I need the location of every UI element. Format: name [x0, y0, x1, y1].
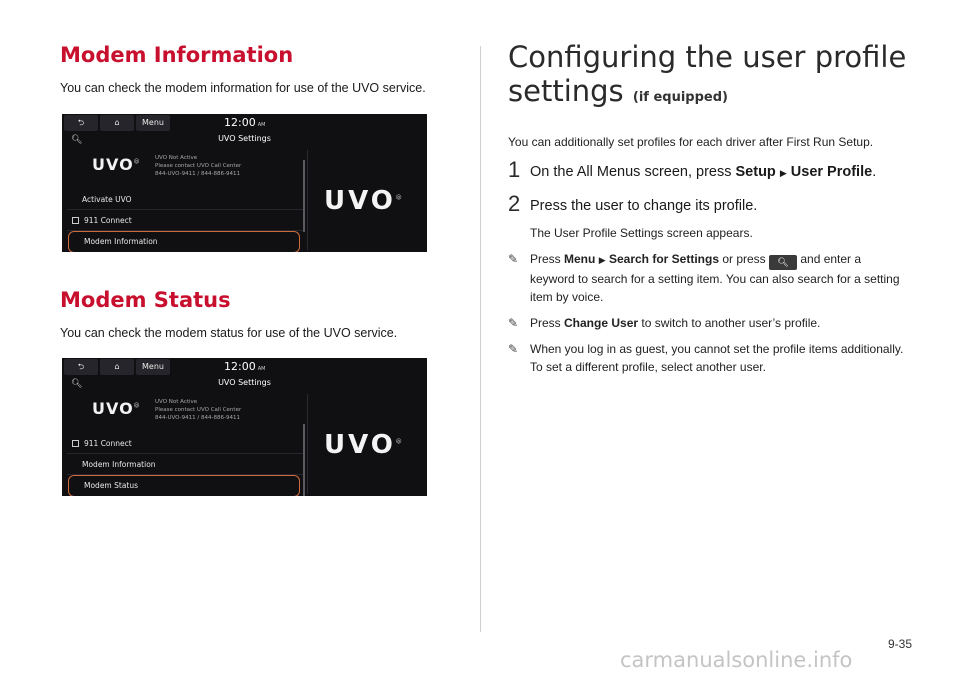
note-search: ✎ Press Menu ▶ Search for Settings or press 🔍︎ and enter a keyword to search for a setting item. You can also search for a setting item by voice.	[508, 252, 900, 304]
uvo-logo-large: UVO⦾	[324, 186, 405, 216]
step-2: 2 Press the user to change its profile.	[508, 191, 758, 216]
pencil-note-icon: ✎	[508, 252, 519, 266]
pane-divider	[307, 394, 308, 494]
list-item-modem-information[interactable]: Modem Information	[67, 455, 304, 475]
uvo-logo-large: UVO⦾	[324, 430, 405, 460]
list-item-modem-information[interactable]: Modem Information	[68, 231, 300, 252]
scrollbar[interactable]	[303, 424, 305, 496]
checkbox[interactable]	[72, 440, 79, 447]
pencil-note-icon: ✎	[508, 316, 519, 330]
step-2-result: The User Profile Settings screen appears.	[530, 226, 753, 240]
uvo-status-text: UVO Not Active Please contact UVO Call Center 844-UVO-9411 / 844-886-9411	[155, 399, 242, 421]
arrow-right-icon: ▶	[598, 255, 606, 265]
menu-button[interactable]: Menu	[136, 115, 170, 131]
step-1: 1 On the All Menus screen, press Setup ▶ User Profile.	[508, 157, 877, 182]
section-desc-modem-status: You can check the modem status for use of the UVO service.	[60, 326, 398, 340]
screen-title: UVO Settings	[218, 134, 271, 143]
note-change-user: ✎ Press Change User to switch to another user’s profile.	[508, 316, 821, 330]
note-guest: ✎ When you log in as guest, you cannot set the profile items additionally. To set a different profile, select another user.	[508, 342, 904, 374]
screen-topbar	[62, 358, 427, 376]
list-item-activate-uvo[interactable]: Activate UVO	[67, 190, 304, 210]
checkbox[interactable]	[72, 217, 79, 224]
uvo-logo-small: UVO⦾	[92, 155, 141, 174]
screen-title: UVO Settings	[218, 378, 271, 387]
list-item-modem-status[interactable]: Modem Status	[68, 475, 300, 496]
screenshot-modem-status	[62, 358, 427, 496]
back-button[interactable]: ⮌	[64, 359, 98, 375]
if-equipped-label: (if equipped)	[632, 90, 728, 105]
home-button[interactable]: ⌂	[100, 359, 134, 375]
pane-divider	[307, 150, 308, 250]
screen-topbar	[62, 114, 427, 132]
page-title: Configuring the user profile settings (if equipped)	[508, 40, 907, 108]
arrow-right-icon: ▶	[779, 168, 787, 178]
page-number: 9-35	[888, 637, 913, 651]
uvo-logo-small: UVO⦾	[92, 399, 141, 418]
scrollbar[interactable]	[303, 160, 305, 232]
right-column	[508, 40, 908, 376]
list-item-911-connect[interactable]: 911 Connect	[67, 434, 304, 454]
left-column	[60, 40, 460, 97]
section-title-modem-status: Modem Status	[60, 288, 231, 312]
list-item-911-connect[interactable]: 911 Connect	[67, 211, 304, 231]
pencil-note-icon: ✎	[508, 342, 519, 356]
home-button[interactable]: ⌂	[100, 115, 134, 131]
uvo-status-block	[67, 150, 304, 182]
search-icon[interactable]: 🔍︎	[71, 135, 83, 145]
clock: 12:00 AM	[224, 116, 266, 129]
watermark: carmanualsonline.info	[620, 648, 853, 672]
uvo-status-text: UVO Not Active Please contact UVO Call Center 844-UVO-9411 / 844-886-9411	[155, 155, 242, 177]
column-divider	[480, 46, 481, 632]
section-title-modem-information: Modem Information	[60, 43, 294, 67]
search-icon[interactable]: 🔍︎	[71, 379, 83, 389]
intro-text: You can additionally set profiles for each driver after First Run Setup.	[508, 135, 874, 149]
back-button[interactable]: ⮌	[64, 115, 98, 131]
uvo-status-block	[67, 394, 304, 426]
search-button-icon: 🔍︎	[769, 255, 797, 270]
left-column-2	[60, 285, 460, 342]
clock: 12:00 AM	[224, 360, 266, 373]
menu-button[interactable]: Menu	[136, 359, 170, 375]
screenshot-modem-information	[62, 114, 427, 252]
section-desc-modem-information: You can check the modem information for use of the UVO service.	[60, 81, 426, 95]
